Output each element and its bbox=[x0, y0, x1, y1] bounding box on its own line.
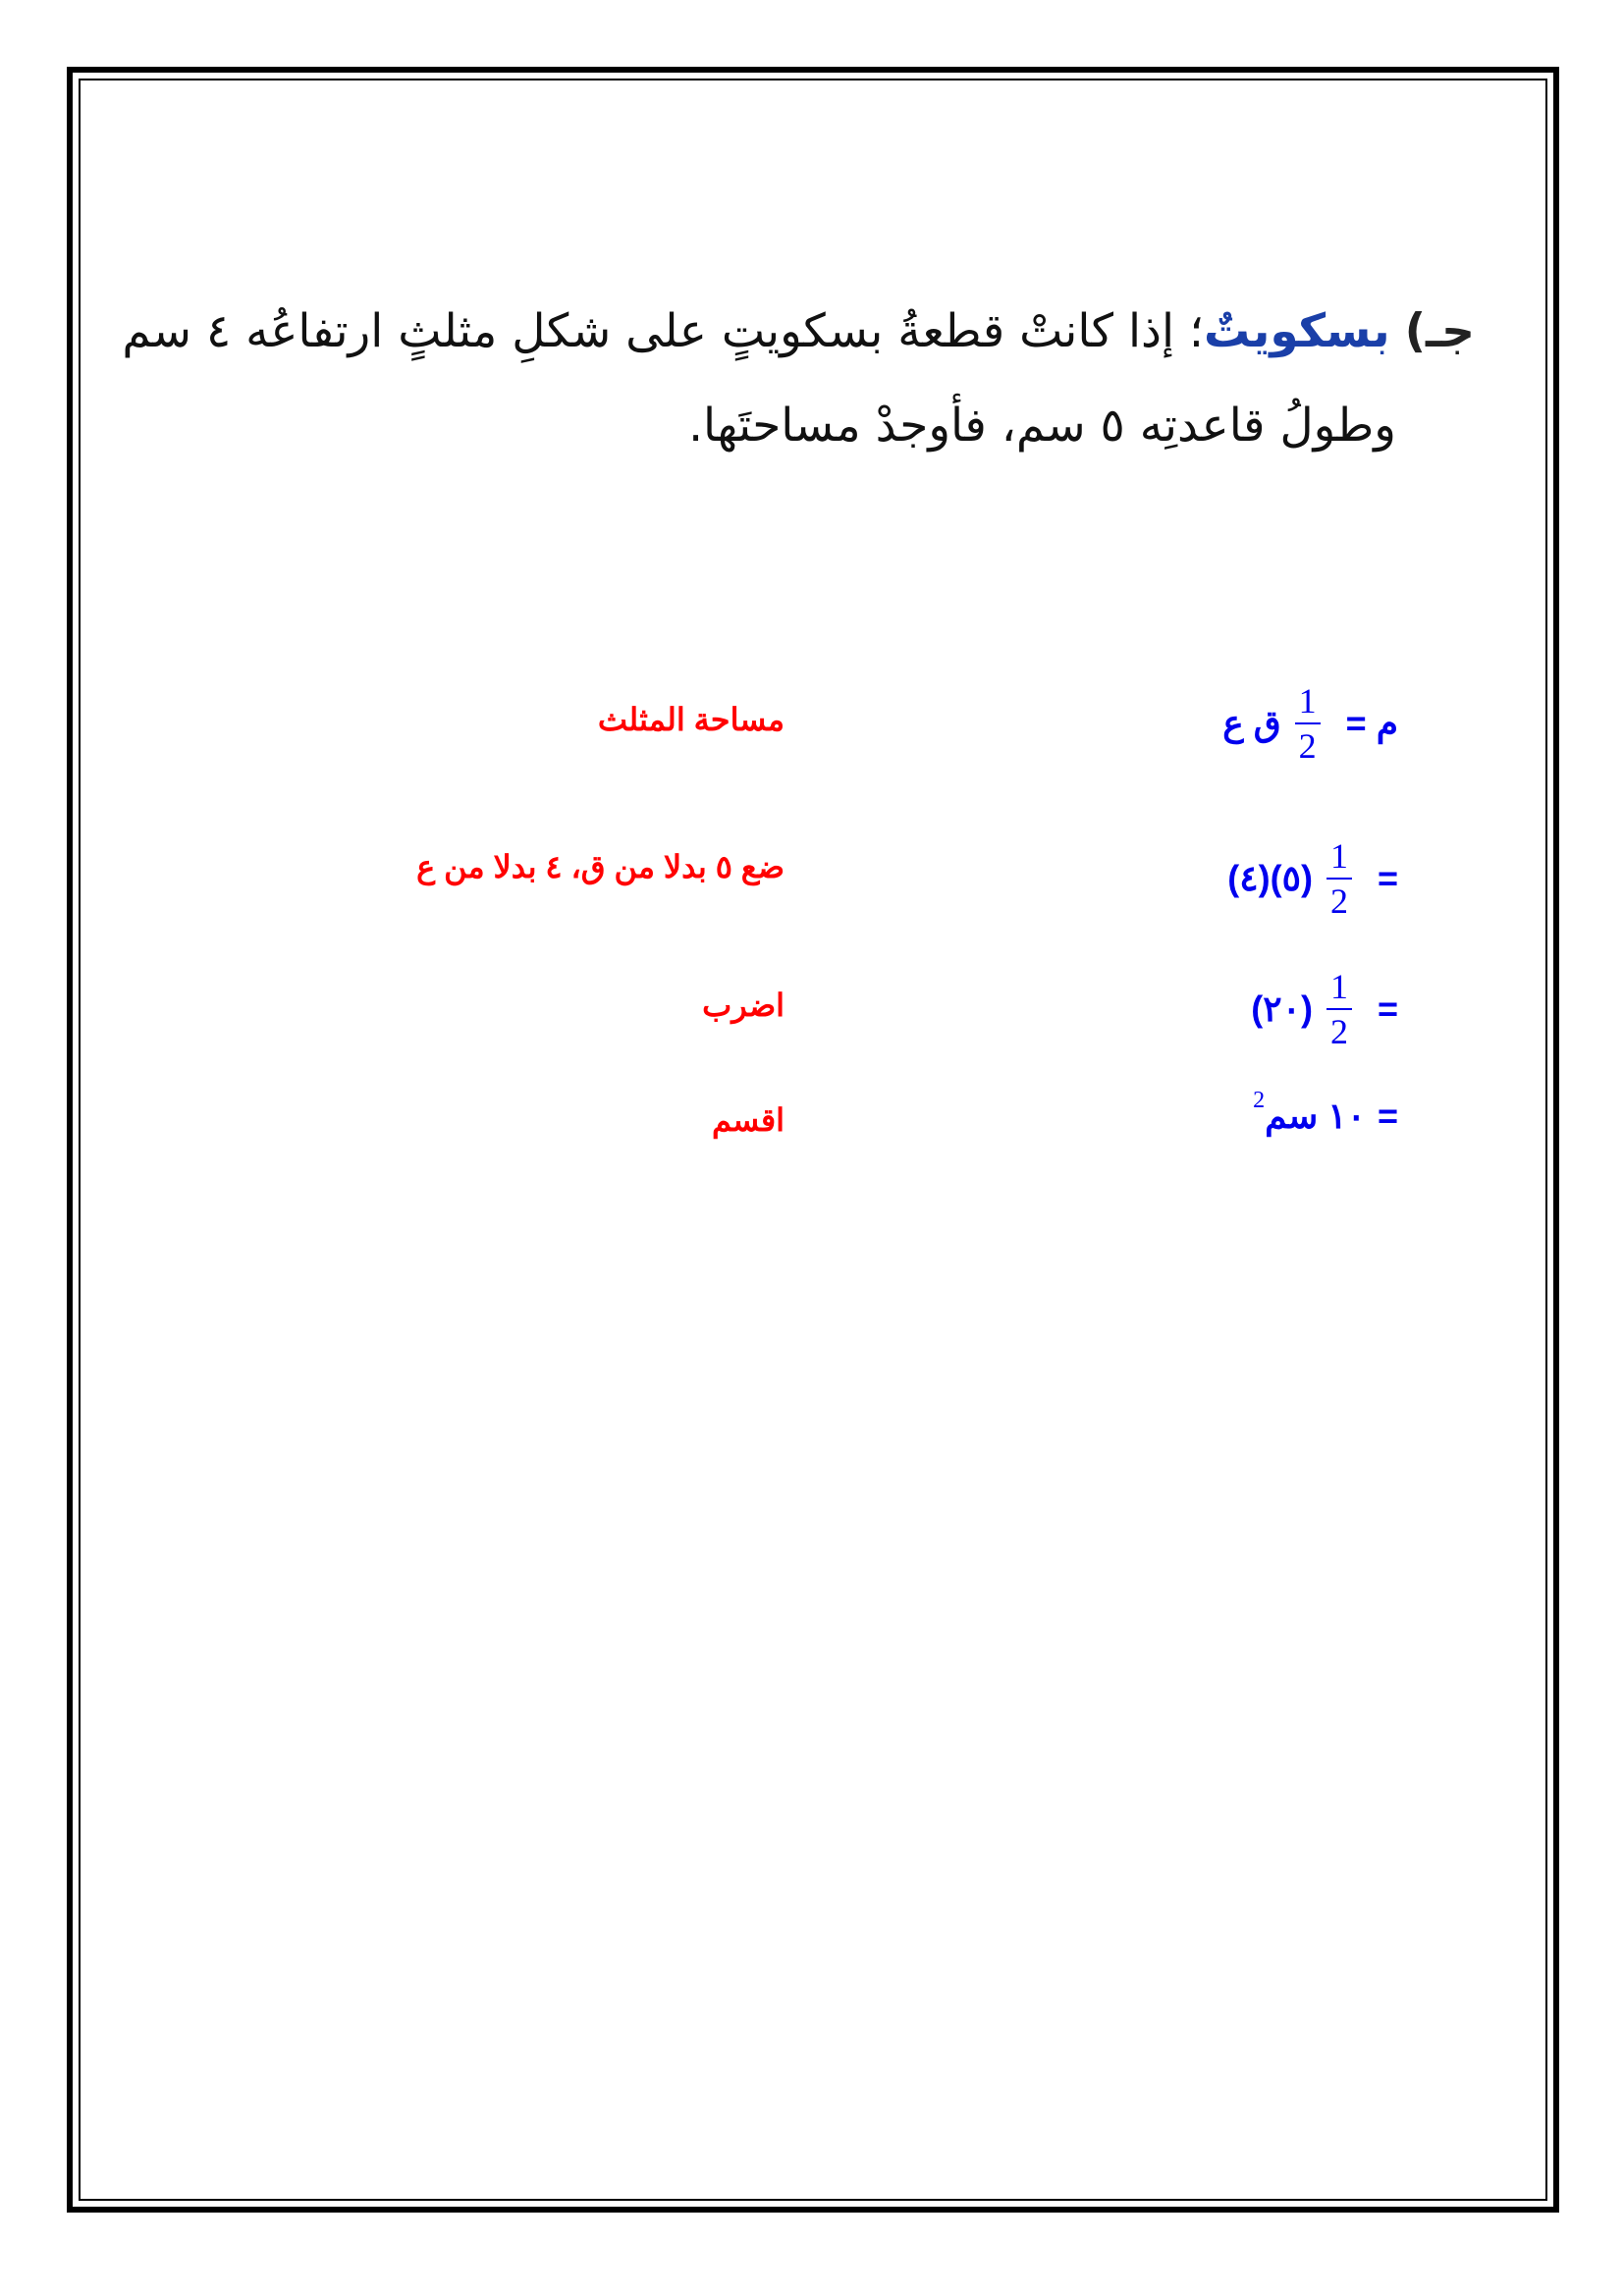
problem-text-line-2: وطولُ قاعدتِه ٥ سم، فأوجدْ مساحتَها. bbox=[688, 399, 1396, 453]
step-3-equation bbox=[1251, 967, 1398, 1051]
step-1-equation bbox=[1222, 681, 1398, 766]
step-4-note: اقسم bbox=[711, 1102, 785, 1138]
problem-line-2 bbox=[120, 379, 1475, 473]
step-3-rhs: (٢٠) bbox=[1251, 988, 1313, 1029]
problem-label: جـ) bbox=[1404, 304, 1475, 358]
step-4-exponent: 2 bbox=[1253, 1087, 1266, 1113]
problem-text-line-1: إذا كانتْ قطعةُ بسكويتٍ على شكلِ مثلثٍ ارتفاعُه ٤ سم bbox=[122, 304, 1175, 358]
step-1-note: مساحة المثلث bbox=[597, 702, 785, 737]
step-2-fraction bbox=[1326, 836, 1352, 921]
problem-statement bbox=[120, 285, 1475, 473]
step-4-equation bbox=[1253, 1087, 1398, 1137]
step-3-lhs: = bbox=[1377, 988, 1398, 1029]
step-2-fraction-denominator: 2 bbox=[1329, 881, 1348, 921]
step-3-note: اضرب bbox=[702, 988, 785, 1023]
step-2-note: ضع ٥ بدلا من ق، ٤ بدلا من ع bbox=[416, 849, 785, 884]
step-1-rhs: ق ع bbox=[1222, 703, 1281, 743]
problem-line-1 bbox=[120, 285, 1475, 379]
problem-keyword: بسكويتٌ bbox=[1203, 304, 1390, 358]
step-2-lhs: = bbox=[1377, 858, 1398, 898]
step-1-fraction bbox=[1295, 681, 1321, 766]
step-1-fraction-numerator: 1 bbox=[1295, 681, 1321, 724]
step-1-fraction-denominator: 2 bbox=[1298, 726, 1317, 766]
step-2-fraction-numerator: 1 bbox=[1326, 836, 1352, 880]
step-3-fraction-denominator: 2 bbox=[1329, 1012, 1348, 1051]
step-3-fraction-numerator: 1 bbox=[1326, 967, 1352, 1010]
step-3-fraction bbox=[1326, 967, 1352, 1051]
step-2-rhs: (٥)(٤) bbox=[1227, 858, 1313, 898]
problem-separator: ؛ bbox=[1188, 304, 1204, 358]
step-1-lhs: م = bbox=[1345, 703, 1398, 743]
step-4-lhs: = bbox=[1377, 1095, 1398, 1136]
step-2-equation bbox=[1227, 836, 1398, 921]
step-4-value: ١٠ سم bbox=[1265, 1095, 1366, 1136]
